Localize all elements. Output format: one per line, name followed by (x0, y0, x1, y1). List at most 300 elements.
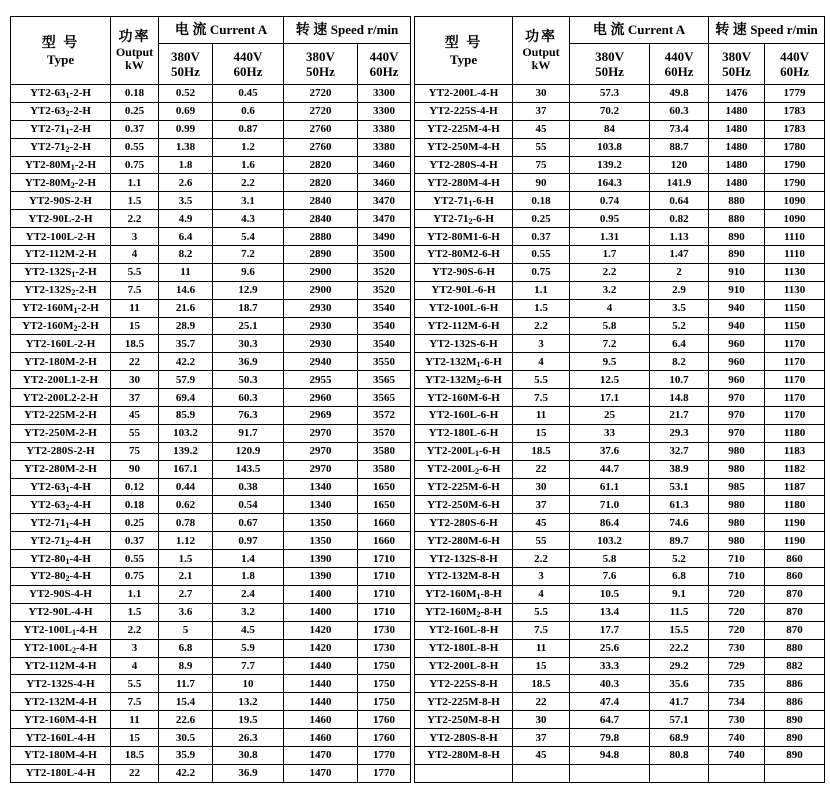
power-column-header (111, 17, 159, 85)
value-cell: 8.2 (650, 353, 709, 371)
table-row (415, 764, 825, 782)
value-cell: 1480 (709, 174, 765, 192)
value-cell: 28.9 (159, 317, 213, 335)
value-cell: 7.7 (213, 657, 284, 675)
value-cell: 1.1 (111, 585, 159, 603)
table-row (11, 514, 411, 532)
table-row (415, 603, 825, 621)
value-cell: 5.5 (513, 603, 570, 621)
value-cell: 1190 (765, 532, 825, 550)
value-cell: 33 (570, 424, 650, 442)
value-cell: 0.69 (159, 102, 213, 120)
table-row (415, 550, 825, 568)
value-cell: 2930 (284, 299, 358, 317)
value-cell: 36.9 (213, 764, 284, 782)
value-cell: 3565 (358, 371, 411, 389)
value-cell: 1170 (765, 389, 825, 407)
type-cell: $YT2-71_2-6-H$ (415, 210, 513, 228)
value-cell: 2760 (284, 120, 358, 138)
speed-group-header (709, 17, 825, 44)
value-cell: 38.9 (650, 460, 709, 478)
value-cell: 1.4 (213, 550, 284, 568)
value-cell: 1400 (284, 585, 358, 603)
value-cell: 15 (513, 424, 570, 442)
type-cell: $YT2-160M_2-2-H$ (11, 317, 111, 335)
type-cell: YT2-112M-6-H (415, 317, 513, 335)
value-cell: 1130 (765, 281, 825, 299)
table-row (11, 299, 411, 317)
value-cell: 3565 (358, 389, 411, 407)
value-cell: 17.1 (570, 389, 650, 407)
table-row (415, 532, 825, 550)
value-cell: 6.8 (159, 639, 213, 657)
value-cell: 71.0 (570, 496, 650, 514)
value-cell: 0.45 (213, 85, 284, 103)
value-cell: 5 (159, 621, 213, 639)
value-cell: 30.3 (213, 335, 284, 353)
value-cell: 2720 (284, 102, 358, 120)
value-cell: 720 (709, 585, 765, 603)
value-cell: 980 (709, 514, 765, 532)
value-cell: 1.47 (650, 246, 709, 264)
value-cell: 45 (111, 407, 159, 425)
value-cell: 68.9 (650, 729, 709, 747)
value-cell: 5.2 (650, 550, 709, 568)
value-cell: 1180 (765, 496, 825, 514)
table-row (415, 246, 825, 264)
type-cell: YT2-200L-4-H (415, 85, 513, 103)
type-header-en: Type (449, 51, 478, 67)
value-cell: 15 (111, 317, 159, 335)
value-cell: 1.5 (159, 550, 213, 568)
table-row (415, 746, 825, 764)
type-cell: $YT2-71_1-2-H$ (11, 120, 111, 138)
value-cell: 10.5 (570, 585, 650, 603)
value-cell: 1.12 (159, 532, 213, 550)
value-cell: 3.1 (213, 192, 284, 210)
value-cell: 1710 (358, 550, 411, 568)
value-cell: 5.5 (111, 263, 159, 281)
current-440v-header (650, 44, 709, 85)
value-cell: 79.8 (570, 729, 650, 747)
left-spec-table (10, 16, 411, 783)
value-cell: 710 (709, 568, 765, 586)
value-cell: 0.67 (213, 514, 284, 532)
value-cell: 940 (709, 299, 765, 317)
frequency-label: 50Hz (595, 64, 624, 79)
value-cell: 22 (111, 353, 159, 371)
type-cell: YT2-80M1-6-H (415, 228, 513, 246)
table-row (11, 460, 411, 478)
value-cell: 10.7 (650, 371, 709, 389)
power-header-unit: kW (125, 58, 144, 72)
value-cell: 30 (111, 371, 159, 389)
value-cell: 15 (111, 729, 159, 747)
value-cell: 2970 (284, 442, 358, 460)
value-cell: 1190 (765, 514, 825, 532)
frequency-label: 60Hz (780, 64, 809, 79)
value-cell: 0.25 (111, 514, 159, 532)
value-cell: 1780 (765, 138, 825, 156)
value-cell: 53.1 (650, 478, 709, 496)
value-cell: 25.6 (570, 639, 650, 657)
value-cell: 0.38 (213, 478, 284, 496)
value-cell: 37 (111, 389, 159, 407)
type-cell: YT2-250M-2-H (11, 424, 111, 442)
value-cell: 880 (709, 192, 765, 210)
value-cell: 1180 (765, 424, 825, 442)
value-cell: 0.37 (111, 532, 159, 550)
type-cell: YT2-250M-8-H (415, 711, 513, 729)
value-cell: 5.5 (513, 371, 570, 389)
value-cell: 1470 (284, 764, 358, 782)
type-cell: YT2-180L-4-H (11, 764, 111, 782)
value-cell: 1460 (284, 711, 358, 729)
power-column-header (513, 17, 570, 85)
value-cell: 22.2 (650, 639, 709, 657)
value-cell: 1150 (765, 317, 825, 335)
value-cell: 3.2 (570, 281, 650, 299)
value-cell: 57.1 (650, 711, 709, 729)
type-cell: YT2-200L-8-H (415, 657, 513, 675)
value-cell: 886 (765, 675, 825, 693)
value-cell: 37 (513, 729, 570, 747)
value-cell: 141.9 (650, 174, 709, 192)
current-380v-header (570, 44, 650, 85)
type-cell: $YT2-71_2-4-H$ (11, 532, 111, 550)
value-cell: 3500 (358, 246, 411, 264)
value-cell: 870 (765, 603, 825, 621)
table-row (415, 299, 825, 317)
value-cell: 2.2 (570, 263, 650, 281)
table-row (11, 263, 411, 281)
type-cell: YT2-160M-4-H (11, 711, 111, 729)
value-cell: 0.18 (111, 496, 159, 514)
value-cell: 2.2 (111, 621, 159, 639)
value-cell: 985 (709, 478, 765, 496)
table-row (11, 711, 411, 729)
table-row (11, 210, 411, 228)
table-row (11, 764, 411, 782)
type-cell: YT2-225M-2-H (11, 407, 111, 425)
value-cell: 11.5 (650, 603, 709, 621)
value-cell: 2.2 (213, 174, 284, 192)
value-cell: 1340 (284, 496, 358, 514)
table-row (415, 120, 825, 138)
value-cell: 55 (513, 532, 570, 550)
value-cell: 730 (709, 711, 765, 729)
value-cell: 0.75 (111, 568, 159, 586)
value-cell: 2760 (284, 138, 358, 156)
value-cell: 0.25 (513, 210, 570, 228)
table-row (11, 102, 411, 120)
type-cell: $YT2-200L_1-6-H$ (415, 442, 513, 460)
value-cell: 0.55 (111, 138, 159, 156)
table-row (11, 138, 411, 156)
type-cell: $YT2-71_1-4-H$ (11, 514, 111, 532)
voltage-label: 380V (595, 49, 624, 64)
value-cell: 0.82 (650, 210, 709, 228)
value-cell: 1650 (358, 478, 411, 496)
type-cell: $YT2-132S_2-2-H$ (11, 281, 111, 299)
table-row (11, 496, 411, 514)
current-header-zh: 电 流 (592, 23, 625, 38)
speed-380v-header (709, 44, 765, 85)
value-cell: 7.6 (570, 568, 650, 586)
value-cell: 7.5 (513, 389, 570, 407)
value-cell: 1350 (284, 532, 358, 550)
value-cell: 1090 (765, 192, 825, 210)
table-row (11, 120, 411, 138)
value-cell (513, 764, 570, 782)
voltage-label: 380V (306, 49, 335, 64)
value-cell: 14.8 (650, 389, 709, 407)
value-cell: 55 (111, 424, 159, 442)
value-cell: 1440 (284, 657, 358, 675)
table-row (11, 192, 411, 210)
table-row (415, 657, 825, 675)
type-cell: YT2-112M-4-H (11, 657, 111, 675)
value-cell: 1440 (284, 675, 358, 693)
value-cell: 3540 (358, 317, 411, 335)
table-row (11, 353, 411, 371)
power-header-en: Output (115, 45, 154, 59)
value-cell: 29.3 (650, 424, 709, 442)
table-row (11, 281, 411, 299)
value-cell: 1.1 (513, 281, 570, 299)
value-cell: 3.5 (650, 299, 709, 317)
value-cell: 15.5 (650, 621, 709, 639)
type-cell: YT2-160M-6-H (415, 389, 513, 407)
type-cell: YT2-90S-4-H (11, 585, 111, 603)
value-cell: 1460 (284, 729, 358, 747)
table-row (415, 585, 825, 603)
table-row (11, 675, 411, 693)
type-cell: YT2-280S-6-H (415, 514, 513, 532)
value-cell: 2.1 (159, 568, 213, 586)
value-cell: 0.78 (159, 514, 213, 532)
table-row (415, 568, 825, 586)
speed-440v-header (358, 44, 411, 85)
value-cell: 2960 (284, 389, 358, 407)
value-cell: 4 (570, 299, 650, 317)
value-cell: 5.8 (570, 317, 650, 335)
value-cell: 2.9 (650, 281, 709, 299)
value-cell: 50.3 (213, 371, 284, 389)
type-cell: YT2-280M-8-H (415, 746, 513, 764)
value-cell: 120 (650, 156, 709, 174)
table-row (415, 442, 825, 460)
value-cell: 735 (709, 675, 765, 693)
value-cell: 1.7 (570, 246, 650, 264)
value-cell: 11 (111, 299, 159, 317)
table-row (415, 228, 825, 246)
type-cell: YT2-225M-8-H (415, 693, 513, 711)
value-cell: 40.3 (570, 675, 650, 693)
value-cell: 30 (513, 85, 570, 103)
value-cell: 103.8 (570, 138, 650, 156)
value-cell: 2970 (284, 424, 358, 442)
speed-header-en: Speed r/min (330, 22, 399, 37)
type-cell: YT2-225S-4-H (415, 102, 513, 120)
value-cell: 25.1 (213, 317, 284, 335)
table-row (11, 621, 411, 639)
value-cell: 980 (709, 532, 765, 550)
value-cell: 7.5 (111, 281, 159, 299)
value-cell: 3520 (358, 281, 411, 299)
value-cell: 1170 (765, 371, 825, 389)
value-cell: 1390 (284, 568, 358, 586)
value-cell: 882 (765, 657, 825, 675)
type-cell: YT2-280M-4-H (415, 174, 513, 192)
value-cell: 0.6 (213, 102, 284, 120)
value-cell: 1110 (765, 246, 825, 264)
value-cell: 4.9 (159, 210, 213, 228)
value-cell: 860 (765, 550, 825, 568)
value-cell: 3540 (358, 299, 411, 317)
value-cell: 1710 (358, 603, 411, 621)
value-cell: 1730 (358, 639, 411, 657)
type-cell: $YT2-63_1-4-H$ (11, 478, 111, 496)
value-cell: 45 (513, 120, 570, 138)
value-cell: 94.8 (570, 746, 650, 764)
value-cell: 11 (111, 711, 159, 729)
type-cell: YT2-280S-8-H (415, 729, 513, 747)
frequency-label: 50Hz (306, 64, 335, 79)
speed-header-en: Speed r/min (750, 22, 818, 37)
value-cell: 1090 (765, 210, 825, 228)
value-cell: 1.8 (159, 156, 213, 174)
voltage-label: 440V (233, 49, 263, 64)
current-group-header (570, 17, 709, 44)
value-cell: 980 (709, 460, 765, 478)
value-cell: 21.6 (159, 299, 213, 317)
table-row (11, 371, 411, 389)
value-cell: 890 (765, 746, 825, 764)
type-cell: $YT2-80M_2-2-H$ (11, 174, 111, 192)
value-cell: 9.6 (213, 263, 284, 281)
table-row (11, 657, 411, 675)
value-cell: 139.2 (159, 442, 213, 460)
value-cell: 980 (709, 442, 765, 460)
value-cell: 103.2 (570, 532, 650, 550)
table-row (11, 228, 411, 246)
value-cell: 3572 (358, 407, 411, 425)
value-cell: 7.5 (513, 621, 570, 639)
value-cell: 90 (111, 460, 159, 478)
value-cell: 3.5 (159, 192, 213, 210)
value-cell: 1170 (765, 353, 825, 371)
type-cell: YT2-80M2-6-H (415, 246, 513, 264)
value-cell: 25 (570, 407, 650, 425)
value-cell: 120.9 (213, 442, 284, 460)
power-header-unit: kW (531, 58, 551, 72)
value-cell: 42.2 (159, 353, 213, 371)
value-cell: 1110 (765, 228, 825, 246)
value-cell: 1730 (358, 621, 411, 639)
table-row (415, 729, 825, 747)
value-cell: 3380 (358, 138, 411, 156)
value-cell: 19.5 (213, 711, 284, 729)
type-cell: YT2-100L-6-H (415, 299, 513, 317)
value-cell: 3.6 (159, 603, 213, 621)
table-row (11, 85, 411, 103)
type-cell: YT2-280S-4-H (415, 156, 513, 174)
type-cell: YT2-100L-2-H (11, 228, 111, 246)
value-cell: 890 (709, 246, 765, 264)
value-cell: 886 (765, 693, 825, 711)
right-spec-table (414, 16, 825, 783)
table-row (11, 407, 411, 425)
value-cell: 2820 (284, 156, 358, 174)
value-cell: 7.2 (213, 246, 284, 264)
value-cell: 2840 (284, 210, 358, 228)
value-cell: 3520 (358, 263, 411, 281)
value-cell: 57.9 (159, 371, 213, 389)
value-cell: 15.4 (159, 693, 213, 711)
value-cell: 3580 (358, 460, 411, 478)
value-cell: 0.44 (159, 478, 213, 496)
value-cell: 3550 (358, 353, 411, 371)
table-row (415, 192, 825, 210)
type-cell: YT2-200L1-2-H (11, 371, 111, 389)
table-row (415, 389, 825, 407)
value-cell: 18.5 (513, 442, 570, 460)
value-cell: 0.75 (111, 156, 159, 174)
value-cell: 1340 (284, 478, 358, 496)
value-cell: 890 (765, 729, 825, 747)
type-cell: YT2-90S-2-H (11, 192, 111, 210)
table-row (415, 424, 825, 442)
value-cell: 85.9 (159, 407, 213, 425)
value-cell: 2720 (284, 85, 358, 103)
value-cell (570, 764, 650, 782)
type-cell: $YT2-200L_2-6-H$ (415, 460, 513, 478)
table-row (11, 424, 411, 442)
value-cell: 29.2 (650, 657, 709, 675)
speed-380v-header (284, 44, 358, 85)
value-cell: 1760 (358, 729, 411, 747)
speed-header-zh: 转 速 (715, 23, 747, 38)
value-cell: 164.3 (570, 174, 650, 192)
type-cell: YT2-132S-4-H (11, 675, 111, 693)
value-cell: 49.8 (650, 85, 709, 103)
type-cell: YT2-180M-4-H (11, 746, 111, 764)
value-cell: 3460 (358, 156, 411, 174)
value-cell: 75 (111, 442, 159, 460)
type-cell: $YT2-100L_1-4-H$ (11, 621, 111, 639)
table-row (11, 585, 411, 603)
value-cell: 0.75 (513, 263, 570, 281)
value-cell: 61.3 (650, 496, 709, 514)
value-cell: 1.1 (111, 174, 159, 192)
value-cell: 980 (709, 496, 765, 514)
value-cell: 3470 (358, 210, 411, 228)
table-row (11, 317, 411, 335)
value-cell: 47.4 (570, 693, 650, 711)
value-cell: 4 (111, 246, 159, 264)
value-cell: 0.74 (570, 192, 650, 210)
value-cell: 5.2 (650, 317, 709, 335)
value-cell: 734 (709, 693, 765, 711)
value-cell: 3300 (358, 102, 411, 120)
left-table-body (11, 85, 411, 783)
voltage-label: 380V (171, 49, 200, 64)
type-cell: $YT2-132S_1-2-H$ (11, 263, 111, 281)
value-cell: 91.7 (213, 424, 284, 442)
value-cell: 3460 (358, 174, 411, 192)
value-cell: 1660 (358, 532, 411, 550)
